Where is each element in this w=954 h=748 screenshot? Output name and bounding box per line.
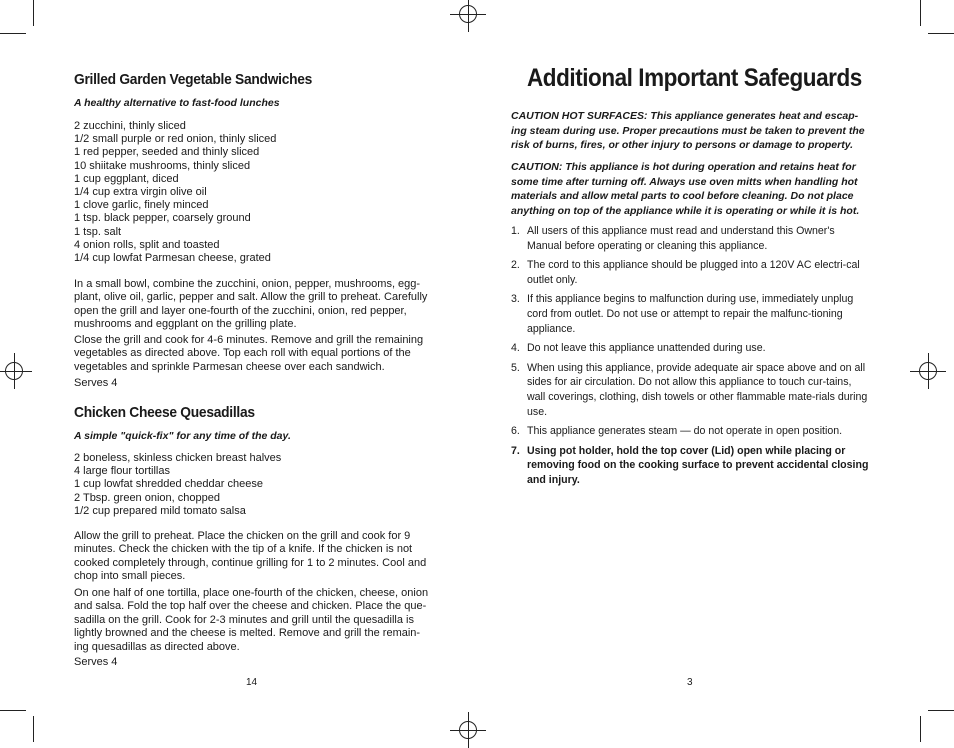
item-text: If this appliance begins to malfunction during use, immediately unplug cord from outlet. Do not use or attempt to repair the malfunc-tioning appliance. xyxy=(527,293,854,335)
crop-mark xyxy=(33,716,34,742)
safeguard-item xyxy=(511,258,869,287)
registration-mark xyxy=(459,721,477,739)
crop-mark xyxy=(920,716,921,742)
crop-mark xyxy=(928,710,954,711)
page-number: 3 xyxy=(687,677,693,688)
instruction-paragraph: Close the grill and cook for 4-6 minutes. Remove and grill the remaining vegetables as directed above. Top each roll with equal portions of the vegetables and sprinkle Parmesan cheese over each sandwich. xyxy=(74,334,424,373)
item-text: This appliance generates steam — do not operate in open position. xyxy=(527,425,843,438)
safeguard-item xyxy=(511,292,869,336)
ingredient: 4 large flour tortillas xyxy=(74,465,170,478)
recipe-title: Chicken Cheese Quesadillas xyxy=(74,404,255,421)
safeguard-item xyxy=(511,341,869,356)
recipe-subtitle: A healthy alternative to fast-food lunches xyxy=(74,97,280,109)
ingredient: 1 tsp. black pepper, coarsely ground xyxy=(74,212,251,225)
registration-mark xyxy=(459,5,477,23)
serves-text: Serves 4 xyxy=(74,656,118,668)
item-text: Using pot holder, hold the top cover (Lid) open while placing or removing food on the cooking surface to prevent accidental closing and injury. xyxy=(527,444,869,486)
crop-mark xyxy=(920,0,921,26)
item-number: 1. xyxy=(511,225,520,237)
caution-hot-surfaces: CAUTION HOT SURFACES: This appliance generates heat and escap-ing steam during use. Proper precautions must be taken to prevent the risk of burns, fires, or other injury to persons or damage to property. xyxy=(511,110,865,151)
crop-mark xyxy=(0,710,26,711)
instruction-paragraph: Allow the grill to preheat. Place the chicken on the grill and cook for 9 minutes. Check the chicken with the tip of a knife. If the chicken is not cooked completely through, continue grilling for 1 to 2 minutes. Cool and chop into small pieces. xyxy=(74,530,427,583)
item-text: When using this appliance, provide adequate air space above and on all sides for air circulation. Do not allow this appliance to touch cur-tains, wall coverings, clothing, dish towels or other flammable mate-rials during use. xyxy=(527,361,868,418)
safeguard-item xyxy=(511,424,869,439)
ingredient: 2 zucchini, thinly sliced xyxy=(74,120,186,132)
item-number: 5. xyxy=(511,361,520,374)
ingredient: 4 onion rolls, split and toasted xyxy=(74,238,220,251)
item-text: All users of this appliance must read and understand this Owner's Manual before operating or cleaning this appliance. xyxy=(527,225,835,252)
item-number: 4. xyxy=(511,342,520,355)
ingredient: 1/4 cup extra virgin olive oil xyxy=(74,186,207,199)
safeguard-item xyxy=(511,224,869,253)
page-number: 14 xyxy=(246,677,258,688)
safeguard-item xyxy=(511,444,869,488)
ingredient: 10 shiitake mushrooms, thinly sliced xyxy=(74,159,251,172)
item-number: 3. xyxy=(511,293,520,306)
item-number: 7. xyxy=(511,444,520,457)
safeguard-item xyxy=(511,361,869,419)
ingredient: 1 tsp. salt xyxy=(74,225,122,238)
crop-mark xyxy=(928,33,954,34)
ingredient: 1/4 cup lowfat Parmesan cheese, grated xyxy=(74,252,271,265)
instruction-paragraph: In a small bowl, combine the zucchini, onion, pepper, mushrooms, egg-plant, olive oil, garlic, pepper and salt. Allow the grill to preheat. Carefully open the grill and layer one-fourth of the zucchini, onion, red pepper, mushrooms and eggplant on the grilling plate. xyxy=(74,278,428,331)
item-number: 2. xyxy=(511,259,520,272)
item-text: The cord to this appliance should be plugged into a 120V AC electri-cal outlet only. xyxy=(527,259,860,286)
ingredient: 1 clove garlic, finely minced xyxy=(74,199,209,212)
registration-mark xyxy=(5,362,23,380)
ingredient: 1 cup eggplant, diced xyxy=(74,172,179,185)
crop-mark xyxy=(0,33,26,34)
item-number: 6. xyxy=(511,425,520,438)
ingredient: 2 Tbsp. green onion, chopped xyxy=(74,491,220,504)
ingredient: 1 red pepper, seeded and thinly sliced xyxy=(74,146,260,159)
serves-text: Serves 4 xyxy=(74,377,118,389)
item-text: Do not leave this appliance unattended during use. xyxy=(527,342,766,355)
safeguards-list xyxy=(511,224,869,493)
ingredient-list xyxy=(74,452,281,518)
registration-mark xyxy=(919,362,937,380)
ingredient: 1/2 small purple or red onion, thinly sliced xyxy=(74,133,277,146)
crop-mark xyxy=(33,0,34,26)
instruction-paragraph: On one half of one tortilla, place one-fourth of the chicken, cheese, onion and salsa. Fold the top half over the cheese and chicken. Place the que-sadilla on the grill. Cook for 2-3 minutes and grill until the quesadilla is lightly browned and the cheese is melted. Remove and grill the remain-ing quesadillas as directed above. xyxy=(74,587,429,653)
ingredient: 1/2 cup prepared mild tomato salsa xyxy=(74,504,246,517)
ingredient-list xyxy=(74,120,276,265)
recipe-subtitle: A simple "quick-fix" for any time of the day. xyxy=(74,430,291,442)
ingredient: 2 boneless, skinless chicken breast halves xyxy=(74,452,282,464)
caution-hot-appliance: CAUTION: This appliance is hot during operation and retains heat for some time after turning off. Always use oven mitts when handling hot materials and allow metal parts to cool before cleaning. Do not place anything on top of the appliance while it is operating or while it is hot. xyxy=(511,161,860,217)
page-title: Additional Important Safeguards xyxy=(527,64,862,92)
recipe-title: Grilled Garden Vegetable Sandwiches xyxy=(74,71,313,88)
ingredient: 1 cup lowfat shredded cheddar cheese xyxy=(74,478,263,491)
